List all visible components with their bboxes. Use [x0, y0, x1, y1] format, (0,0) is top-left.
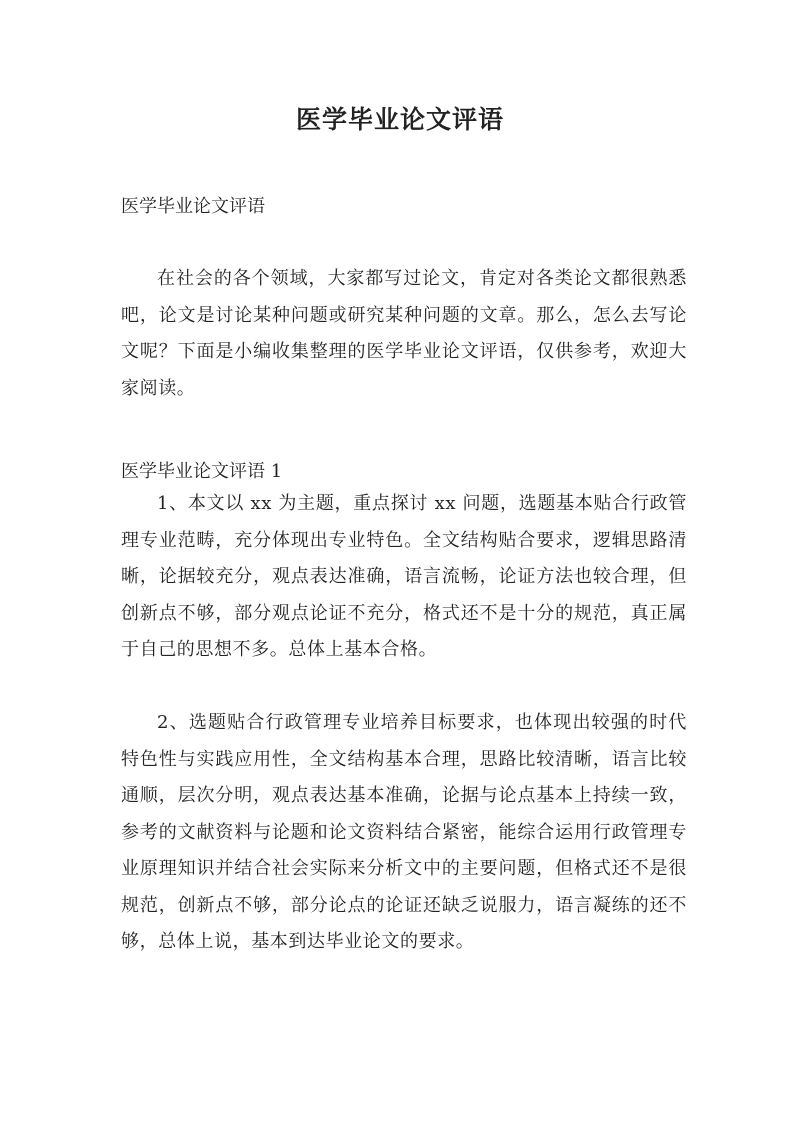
- comment-paragraph-1: 1、本文以 xx 为主题，重点探讨 xx 问题，选题基本贴合行政管理专业范畴，充分体现出专业特色。全文结构贴合要求，逻辑思路清晰，论据较充分，观点表达准确，语言流畅，论证方法也较合理，但创新点不够，部分观点论证不充分，格式还不是十分的规范，真正属于自己的思想不多。总体上基本合格。: [121, 493, 687, 660]
- document-subtitle: 医学毕业论文评语: [121, 196, 265, 217]
- document-title: 医学毕业论文评语: [295, 105, 504, 134]
- section-heading: 医学毕业论文评语 1: [121, 461, 283, 482]
- comment-paragraph-2: 2、选题贴合行政管理专业培养目标要求，也体现出较强的时代特色性与实践应用性，全文结构基本合理，思路比较清晰，语言比较通顺，层次分明，观点表达基本准确，论据与论点基本上持续一致，参考的文献资料与论题和论文资料结合紧密，能综合运用行政管理专业原理知识并结合社会实际来分析文中的主要问题，但格式还不是很规范，创新点不够，部分论点的论证还缺乏说服力，语言凝练的还不够，总体上说，基本到达毕业论文的要求。: [121, 712, 687, 952]
- intro-paragraph: 在社会的各个领域，大家都写过论文，肯定对各类论文都很熟悉吧，论文是讨论某种问题或研究某种问题的文章。那么，怎么去写论文呢？下面是小编收集整理的医学毕业论文评语，仅供参考，欢迎大家阅读。: [121, 268, 687, 399]
